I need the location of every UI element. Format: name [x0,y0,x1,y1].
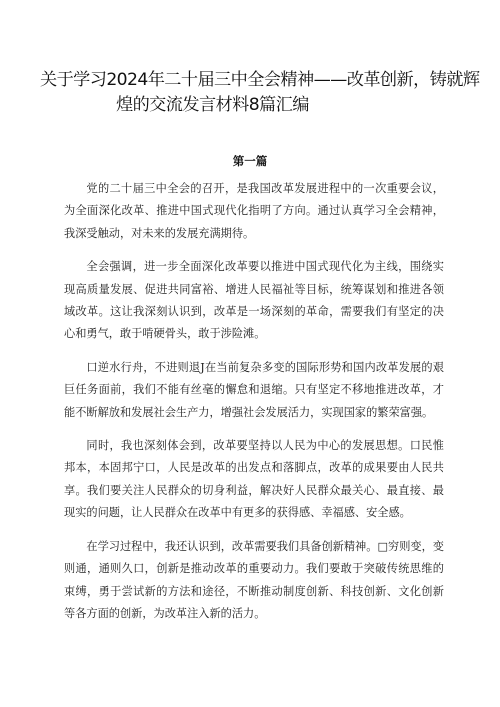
title-line-2: 煌的交流发言材料8篇汇编 [116,95,309,115]
paragraph: 同时，我也深刻体会到，改革要坚持以人民为中心的发展思想。口民惟邦本，本固邦宁口，人民是改革的出发点和落脚点，改革的成果要由人民共享。我们要关注人民群众的切身利益，解决好人民群众最关心、最直接、最现实的问题，让人民群众在改革中有更多的获得感、幸福感、安全感。 [64,439,444,520]
paragraph: 在学习过程中，我还认识到，改革需要我们具备创新精神。□穷则变，变则通，通则久口，创新是推动改革的重要动力。我们要敢于突破传统思维的束缚，勇于尝试新的方法和途径，不断推动制度创新、科技创新、文化创新等各方面的创新，为改革注入新的活力。 [64,539,444,620]
paragraph: 口逆水行舟，不进则退J在当前复杂多变的国际形势和国内改革发展的艰巨任务面前，我们不能有丝毫的懈怠和退缩。只有坚定不移地推进改革，才能不断解放和发展社会生产力，增强社会发展活力，实现国家的繁荣富强。 [64,360,444,419]
title-line-1: 关于学习2024年二十届三中全会精神——改革创新，铸就辉 [40,70,480,90]
document-title [40,68,480,118]
document-body [64,178,444,635]
paragraph: 党的二十届三中全会的召开，是我国改革发展进程中的一次重要会议，为全面深化改革、推进中国式现代化指明了方向。通过认真学习全会精神，我深受触动，对未来的发展充满期待。 [64,182,444,240]
section-heading: 第一篇 [232,154,268,168]
paragraph: 全会强调，进一步全面深化改革要以推进中国式现代化为主线，围绕实现高质量发展、促进共同富裕、增进人民福祉等目标，统筹谋划和推进各领域改革。这让我深刻认识到，改革是一场深刻的革命，需要我们有坚定的决心和勇气，敢于啃硬骨头，敢于涉险滩。 [64,260,444,341]
